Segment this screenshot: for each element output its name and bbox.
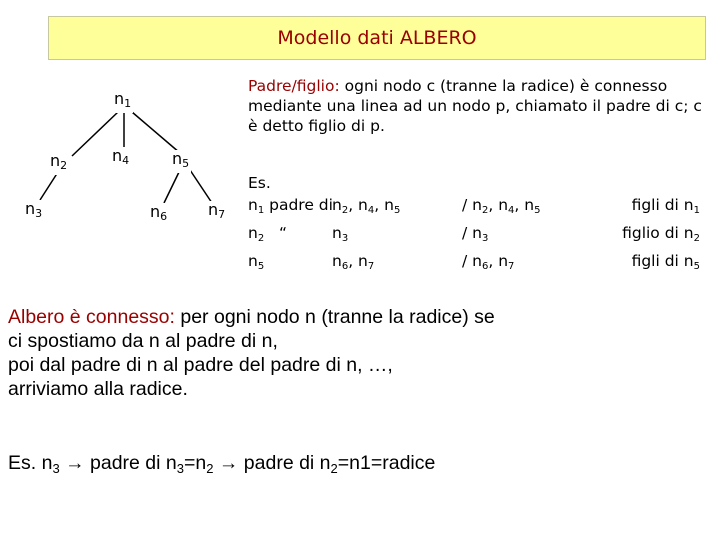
connectivity-paragraph: [8, 305, 698, 401]
definition-paragraph: [248, 76, 708, 136]
page-title: Modello dati ALBERO: [277, 27, 477, 49]
tree-node-n1: $n_1$: [112, 90, 133, 113]
connectivity-line: arriviamo alla radice.: [8, 378, 188, 400]
edge-n1-n5: [132, 112, 180, 153]
examples-label: Es.: [248, 174, 271, 192]
example-path: Es. $n_3$ → padre di $n_3=n_2$ → padre di $n_2=n1=radice$: [8, 452, 436, 476]
tree-node-n5: $n_5$: [170, 150, 191, 173]
edge-n5-n7: [190, 170, 212, 203]
examples-block: [248, 172, 700, 278]
tree-node-n2: $n_2$: [48, 152, 69, 175]
arrow-right-icon: →: [218, 452, 239, 474]
example-row: $n_2$ “ $n_3$ / $n_3$ figlio di $n_2$: [248, 224, 700, 244]
tree-node-n3: $n_3$: [23, 200, 44, 223]
example-row: $n_5$ $n_6$, $n_7$ / $n_6$, $n_7$ figli di $n_5$: [248, 252, 700, 272]
example-row: $n_1$ padre di $n_2$, $n_4$, $n_5$ / $n_2$, $n_4$, $n_5$ figli di $n_1$: [248, 196, 700, 216]
connectivity-line: poi dal padre di n al padre del padre di n, …,: [8, 354, 393, 376]
connectivity-line: per ogni nodo n (tranne la radice) se: [174, 306, 495, 328]
tree-node-n6: $n_6$: [148, 203, 169, 226]
edge-n2-n3: [40, 172, 58, 200]
arrow-right-icon: →: [65, 452, 85, 474]
definition-term: Padre/figlio:: [248, 77, 340, 95]
definition-text: ogni nodo c (tranne la radice) è connesso mediante una linea ad un nodo p, chiamato il padre di c; c è detto figlio di p.: [248, 77, 702, 135]
edge-n5-n6: [164, 170, 180, 203]
connectivity-line: ci spostiamo da n al padre di n,: [8, 330, 278, 352]
tree-node-n4: $n_4$: [110, 147, 131, 170]
connectivity-term: Albero è connesso:: [8, 306, 175, 328]
tree-node-n7: $n_7$: [206, 201, 227, 224]
